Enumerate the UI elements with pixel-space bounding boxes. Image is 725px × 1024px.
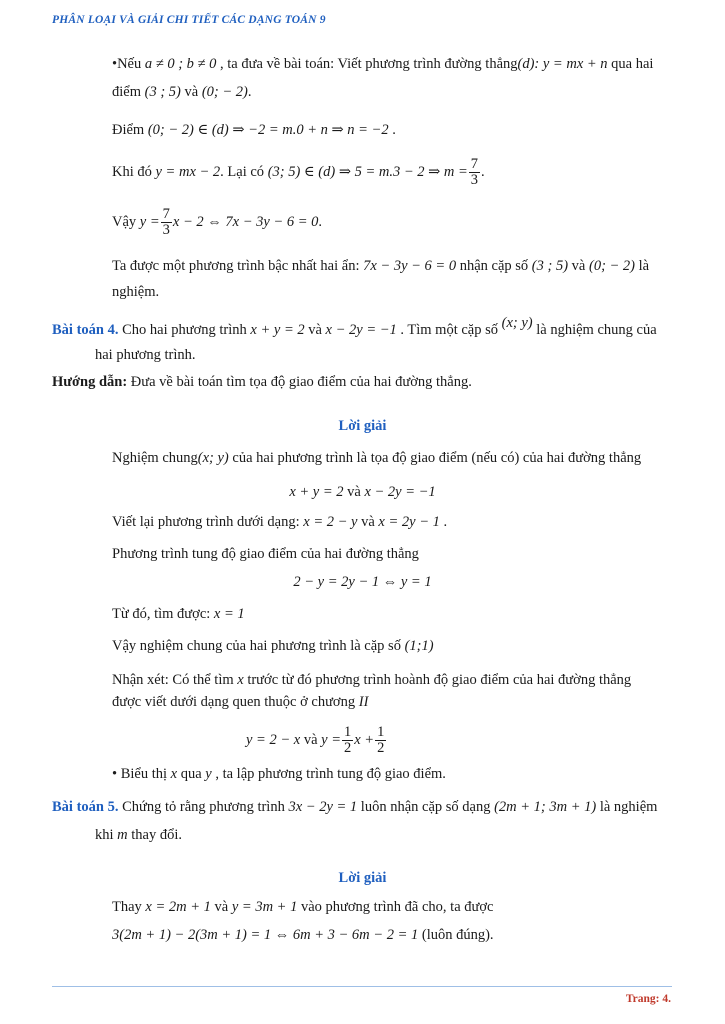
fraction: $\frac{7}{3}$	[162, 206, 170, 239]
footer-divider	[52, 986, 672, 987]
bullet: •	[112, 56, 118, 72]
text-line-7: nghiệm.	[112, 284, 160, 300]
text-line-5: Vậy y = $\frac{7}{3}$ x − 2 ⇔ 7x − 3y − 6 = 0.	[112, 206, 322, 239]
solution-line: Vậy nghiệm chung của hai phương trình là cặp số (1;1)	[112, 638, 434, 654]
problem-4-label: Bài toán 4.	[52, 322, 119, 338]
problem-5-label: Bài toán 5.	[52, 799, 119, 815]
bullet-line-1: •Nếu a ≠ 0 ; b ≠ 0 , ta đưa về bài toán: Viết phương trình đường thẳng(d): y = mx + n qua hai	[112, 56, 654, 72]
text-line-3: Điểm (0; − 2) ∈ (d) ⇒ −2 = m.0 + n ⇒ n = −2 .	[112, 122, 396, 138]
problem-5-statement-cont: khi m thay đổi.	[95, 827, 183, 843]
solution-line: 3(2m + 1) − 2(3m + 1) = 1 ⇔ 6m + 3 − 6m − 2 = 1 (luôn đúng).	[112, 927, 494, 943]
text-line-6: Ta được một phương trình bậc nhất hai ẩn: 7x − 3y − 6 = 0 nhận cặp số (3 ; 5) và (0; − 2) là	[112, 258, 650, 274]
problem-4-statement: Bài toán 4. Cho hai phương trình x + y = 2 và x − 2y = −1 . Tìm một cặp số (x; y) là nghiệm chung của	[52, 315, 657, 338]
fraction: $\frac{1}{2}$	[344, 724, 352, 757]
hint-label: Hướng dẫn:	[52, 374, 128, 390]
hint: Hướng dẫn: Đưa về bài toán tìm tọa độ giao điểm của hai đường thẳng.	[52, 374, 472, 390]
equation-line: 2 − y = 2y − 1 ⇔ y = 1	[293, 574, 432, 590]
page-number: Trang: 4.	[625, 993, 671, 1005]
bullet: •	[112, 766, 118, 782]
remark-line: được viết dưới dạng quen thuộc ở chương II	[112, 694, 369, 710]
text-line-2: điểm (3 ; 5) và (0; − 2).	[112, 84, 252, 100]
text-line-4: Khi đó y = mx − 2. Lại có (3; 5) ∈ (d) ⇒ 5 = m.3 − 2 ⇒ m = $\frac{7}{3}$ .	[112, 156, 485, 189]
solution-line: Viết lại phương trình dưới dạng: x = 2 − y và x = 2y − 1 .	[112, 514, 448, 530]
solution-line: Thay x = 2m + 1 và y = 3m + 1 vào phương trình đã cho, ta được	[112, 899, 494, 915]
solution-heading: Lời giải	[338, 870, 387, 886]
solution-line: Từ đó, tìm được: x = 1	[112, 606, 245, 622]
problem-4-statement-cont: hai phương trình.	[95, 347, 196, 363]
equation-line: x + y = 2 và x − 2y = −1	[289, 484, 436, 500]
remark-line: Nhận xét: Có thể tìm x trước từ đó phương trình hoành độ giao điểm của hai đường thẳng	[112, 672, 632, 688]
page-header: PHÂN LOẠI VÀ GIẢI CHI TIẾT CÁC DẠNG TOÁN 9	[52, 14, 326, 26]
fraction: $\frac{1}{2}$	[377, 724, 385, 757]
equation-line: y = 2 − x và y = $\frac{1}{2}$ x + $\frac{1}{2}$	[246, 724, 385, 757]
solution-line: Nghiệm chung(x; y) của hai phương trình là tọa độ giao điểm (nếu có) của hai đường thẳng	[112, 450, 642, 466]
fraction: $\frac{7}{3}$	[470, 156, 479, 189]
solution-line: Phương trình tung độ giao điểm của hai đường thẳng	[112, 546, 419, 562]
solution-heading: Lời giải	[338, 418, 387, 434]
problem-5-statement: Bài toán 5. Chứng tỏ rằng phương trình 3x − 2y = 1 luôn nhận cặp số dạng (2m + 1; 3m + 1) là nghiệm	[52, 799, 658, 815]
bullet-line: • Biểu thị x qua y , ta lập phương trình tung độ giao điểm.	[112, 766, 446, 782]
